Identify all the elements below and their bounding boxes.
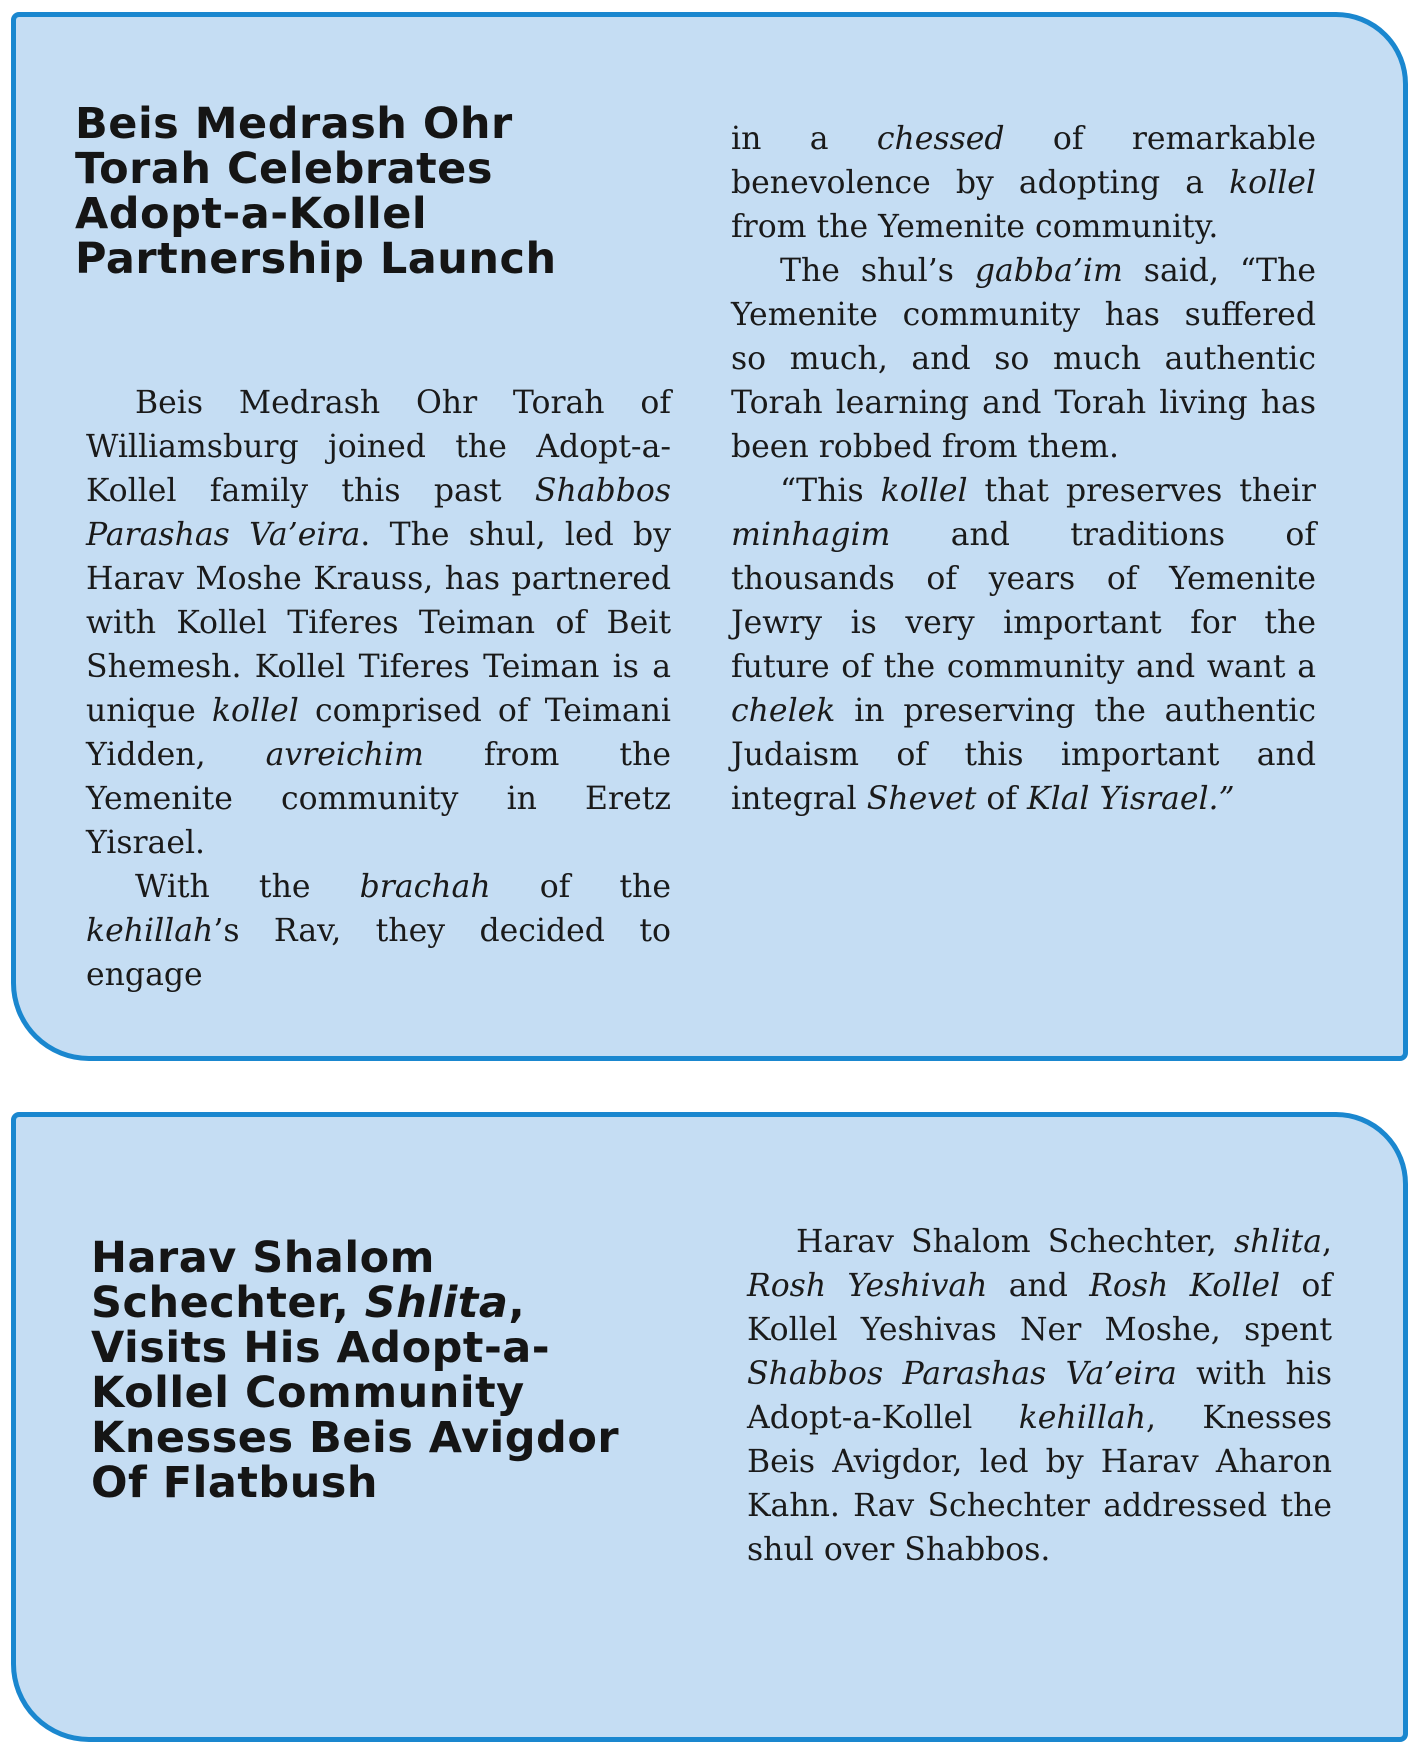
headline-ohr-torah [75,99,675,284]
italic-term: Shabbos Parashas Va’eira [86,473,671,553]
article2-paragraph-1: Harav Shalom Schechter, shlita, Rosh Yeshivah and Rosh Kollel of Kollel Yeshivas Ner Moshe, spent Shabbos Parashas Va’eira with his Adopt-a-Kollel kehillah, Knesses Beis Avigdor, led by Harav Aharon Kahn. Rav Schechter addressed the shul over Shabbos. [747,1224,1333,1568]
headline-line: Beis Medrash Ohr [75,99,513,149]
italic-term: Shevet [866,781,977,817]
article1-paragraph-1: Beis Medrash Ohr Torah of Williamsburg joined the Adopt-a-Kollel family this past Shabbos Parashas Va’eira. The shul, led by Harav Moshe Krauss, has partnered with Kollel Tiferes Teiman of Beit Shemesh. Kollel Tiferes Teiman is a unique kollel comprised of Teimani Yidden, avreichim from the Yemenite community in Eretz Yisrael. [86,385,672,861]
italic-term: Shlita [364,1278,509,1328]
italic-term: chelek [731,693,836,729]
headline-line: Torah Celebrates [75,144,493,194]
headline-line: Visits His Adopt-a- [91,1323,551,1373]
italic-term: gabba’im [974,253,1123,289]
italic-term: kollel [211,693,299,729]
italic-term: brachah [359,869,491,905]
italic-term: minhagim [731,517,891,553]
headline-line: Kollel Community [91,1368,525,1418]
italic-term: Shabbos Parashas Va’eira [747,1356,1177,1392]
headline-schechter-visit [91,1233,691,1508]
headline-line: Harav Shalom [91,1233,435,1283]
headline-line: Schechter, Shlita, [91,1278,526,1328]
article1-paragraph-gabbaim-quote: The shul’s gabba’im said, “The Yemenite community has suffered so much, and so much authentic Torah learning and Torah living has been robbed from them. [731,253,1316,465]
headline-line: Adopt-a-Kollel [75,189,428,239]
italic-term: kollel [1229,165,1316,201]
article1-paragraph-kollel-quote: “This kollel that preserves their minhagim and traditions of thousands of years of Yemenite Jewry is very important for the future of the community and want a chelek in preserving the authentic Judaism of this important and integral Shevet of Klal Yisrael.” [731,473,1316,817]
headline-line: Of Flatbush [91,1458,379,1508]
italic-term: avreichim [265,737,424,773]
headline-line: Partnership Launch [75,234,557,284]
article1-paragraph-continued: in a chessed of remarkable benevolence by adopting a kollel from the Yemenite community. [731,121,1316,245]
italic-term: shlita [1233,1224,1322,1260]
italic-term: kehillah [86,913,214,949]
italic-term: Klal Yisrael.” [1027,781,1235,817]
article1-column-1 [86,381,671,997]
italic-term: Rosh Kollel [1089,1268,1281,1304]
article1-paragraph-2: With the brachah of the kehillah’s Rav, they decided to engage [86,869,671,993]
article2-column [747,1220,1332,1572]
italic-term: Rosh Yeshivah [747,1268,988,1304]
headline-line: Knesses Beis Avigdor [91,1413,620,1463]
italic-term: kehillah [1018,1400,1146,1436]
italic-term: chessed [876,121,1005,157]
article1-column-2 [731,117,1316,821]
italic-term: kollel [880,473,968,509]
